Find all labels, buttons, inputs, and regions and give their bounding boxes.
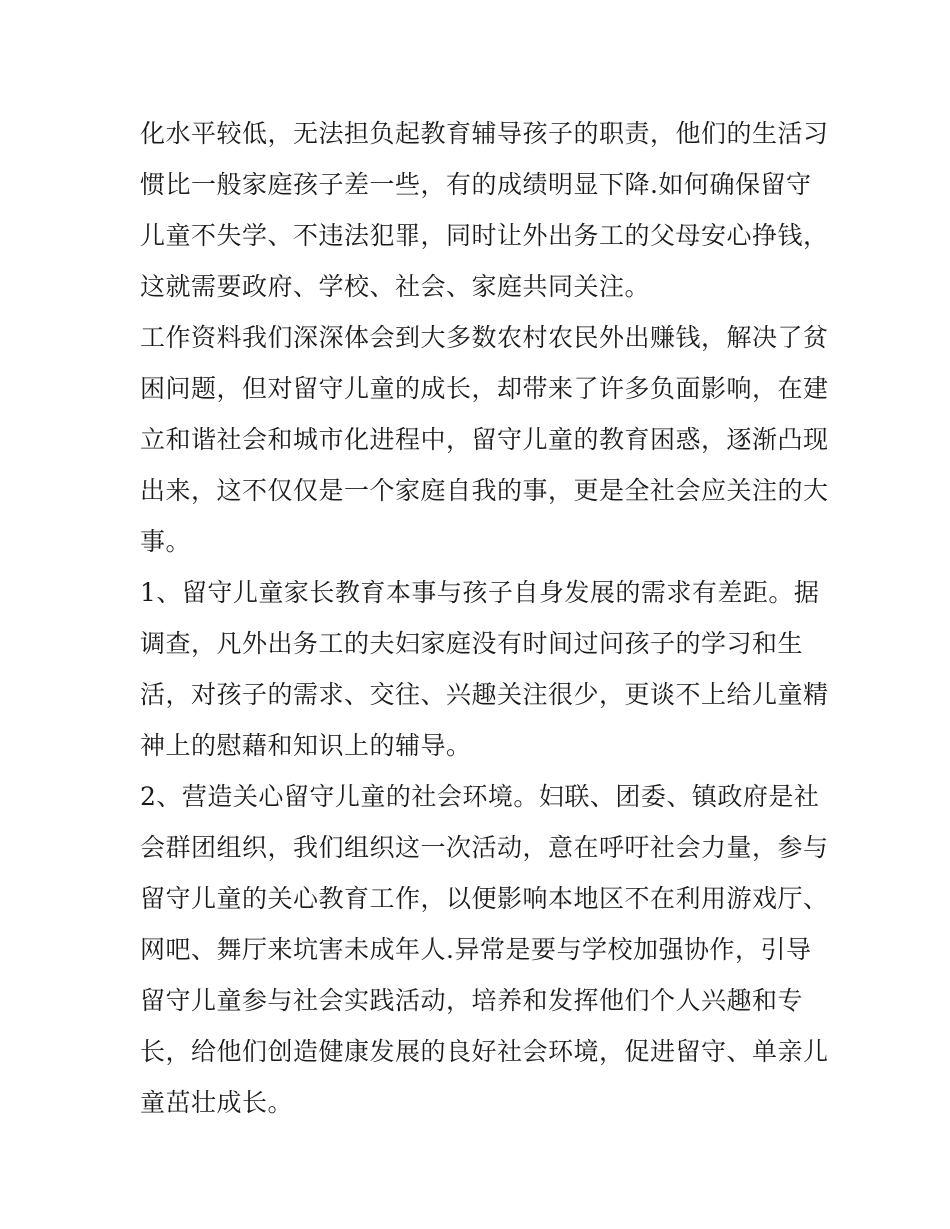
text-line: 儿童不失学、不违法犯罪，同时让外出务工的父母安心挣钱， xyxy=(140,221,829,250)
text-line: 出来，这不仅仅是一个家庭自我的事，更是全社会应关注的大 xyxy=(140,476,829,505)
text-line: 网吧、舞厅来坑害未成年人.异常是要与学校加强协作，引导 xyxy=(140,935,812,964)
document-page xyxy=(140,108,829,1128)
text-line: 活，对孩子的需求、交往、兴趣关注很少，更谈不上给儿童精 xyxy=(140,680,829,709)
text-line: 调查，凡外出务工的夫妇家庭没有时间过问孩子的学习和生 xyxy=(140,629,804,658)
paragraph-1 xyxy=(140,108,829,312)
text-line: 化水平较低，无法担负起教育辅导孩子的职责，他们的生活习 xyxy=(140,119,829,148)
text-line: 这就需要政府、学校、社会、家庭共同关注。 xyxy=(140,272,651,301)
text-line: 事。 xyxy=(140,527,192,556)
text-line: 留守儿童的关心教育工作，以便影响本地区不在利用游戏厅、 xyxy=(140,884,829,913)
text-line: 长，给他们创造健康发展的良好社会环境，促进留守、单亲儿 xyxy=(140,1037,829,1066)
text-line: 1、留守儿童家长教育本事与孩子自身发展的需求有差距。据 xyxy=(140,578,820,607)
text-line: 2、营造关心留守儿童的社会环境。妇联、团委、镇政府是社 xyxy=(140,782,820,811)
text-line: 惯比一般家庭孩子差一些，有的成绩明显下降.如何确保留守 xyxy=(140,170,812,199)
text-line: 童茁壮成长。 xyxy=(140,1088,294,1117)
paragraph-4 xyxy=(140,771,829,1128)
text-line: 立和谐社会和城市化进程中，留守儿童的教育困惑，逐渐凸现 xyxy=(140,425,829,454)
text-line: 会群团组织，我们组织这一次活动，意在呼吁社会力量，参与 xyxy=(140,833,829,862)
paragraph-3 xyxy=(140,567,829,771)
text-line: 工作资料我们深深体会到大多数农村农民外出赚钱，解决了贫 xyxy=(140,323,829,352)
paragraph-2 xyxy=(140,312,829,567)
text-line: 神上的慰藉和知识上的辅导。 xyxy=(140,731,472,760)
text-line: 留守儿童参与社会实践活动，培养和发挥他们个人兴趣和专 xyxy=(140,986,804,1015)
text-line: 困问题，但对留守儿童的成长，却带来了许多负面影响，在建 xyxy=(140,374,829,403)
